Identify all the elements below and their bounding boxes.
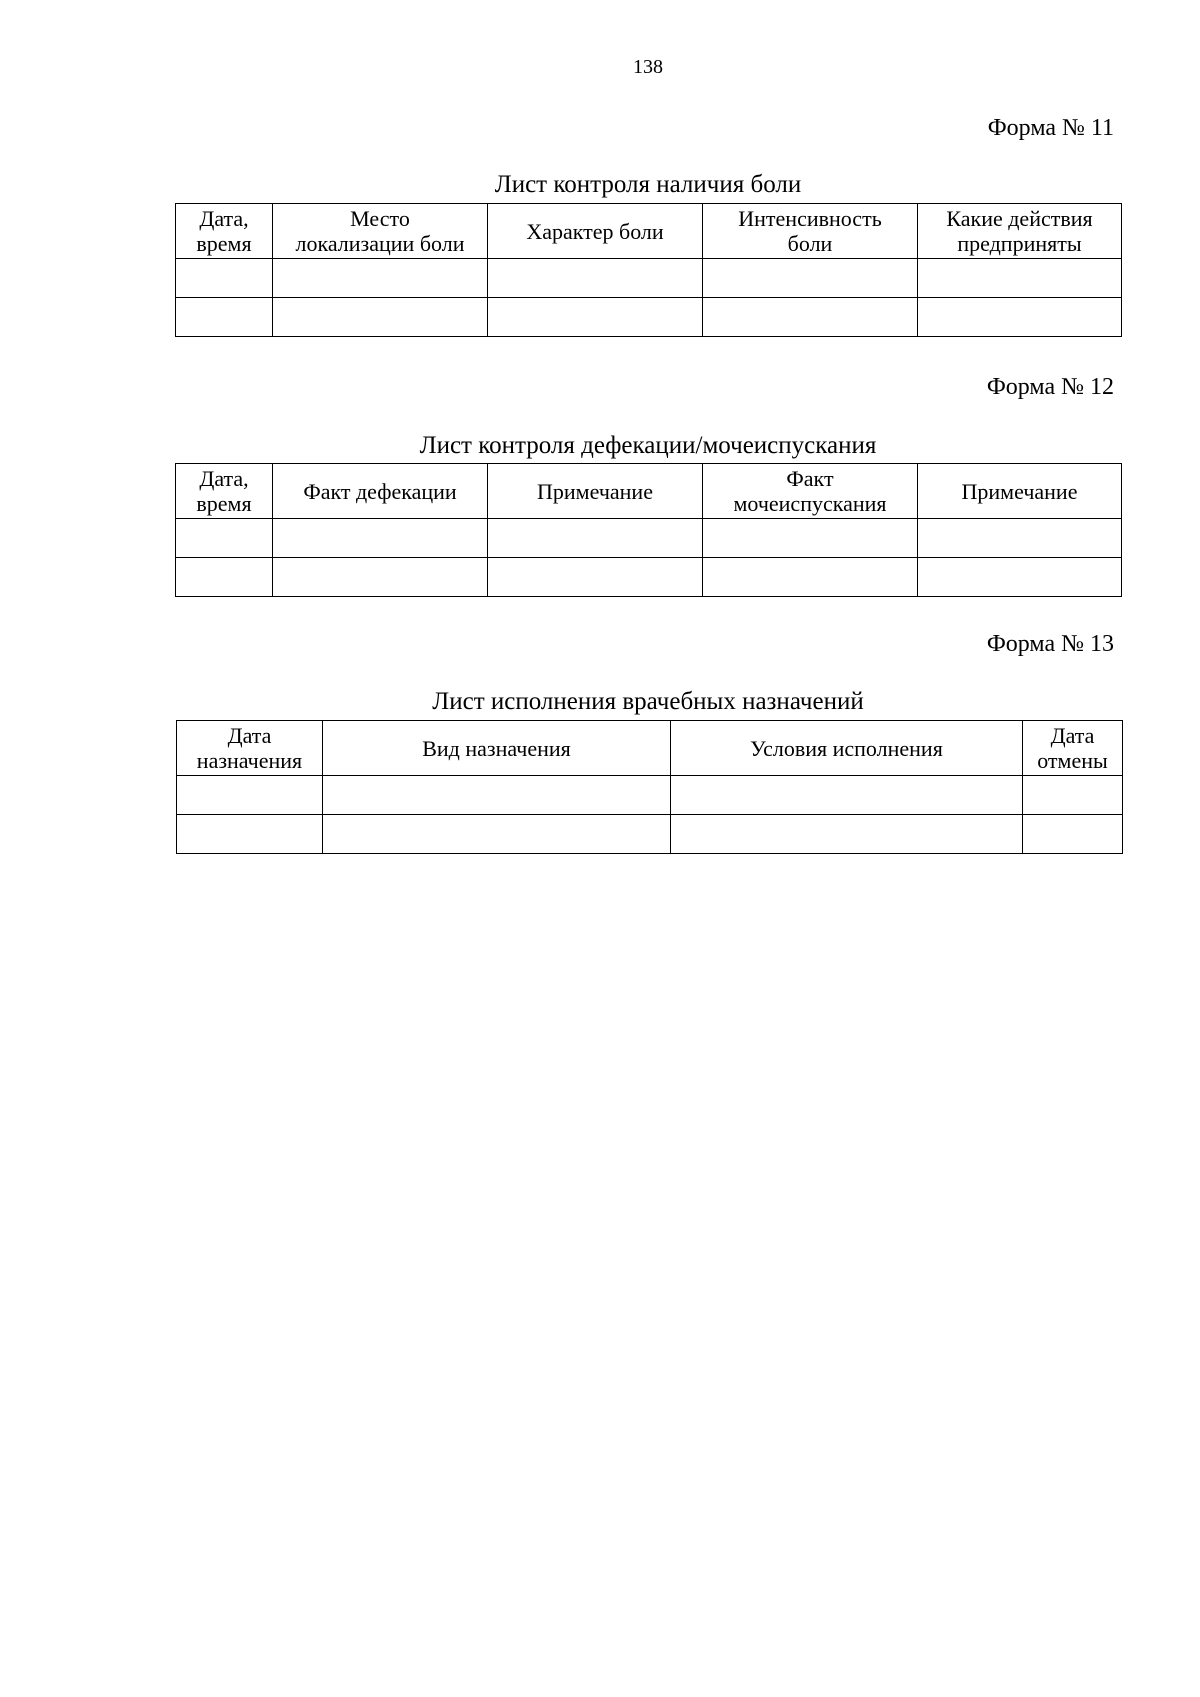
table-cell[interactable] (273, 558, 488, 597)
table-cell[interactable] (703, 298, 918, 337)
table-cell[interactable] (177, 776, 323, 815)
table-cell[interactable] (703, 259, 918, 298)
column-header: Дата, время (176, 204, 273, 259)
table-row (177, 815, 1123, 854)
pain-control-table (175, 203, 1122, 337)
table-cell[interactable] (176, 519, 273, 558)
form-title: Лист исполнения врачебных назначений (432, 688, 864, 715)
table-cell[interactable] (176, 259, 273, 298)
column-header: Вид назначения (323, 721, 671, 776)
column-header: Примечание (918, 464, 1122, 519)
table-header-row (176, 464, 1122, 519)
table-cell[interactable] (273, 519, 488, 558)
table-header-row (177, 721, 1123, 776)
table-row (177, 776, 1123, 815)
table-cell[interactable] (488, 519, 703, 558)
table-row (176, 519, 1122, 558)
table-cell[interactable] (488, 259, 703, 298)
table-cell[interactable] (488, 558, 703, 597)
column-header: Дата назначения (177, 721, 323, 776)
medical-orders-table (176, 720, 1123, 854)
column-header: Интенсивность боли (703, 204, 918, 259)
column-header: Дата, время (176, 464, 273, 519)
table-row (176, 298, 1122, 337)
table-cell[interactable] (671, 776, 1023, 815)
column-header: Факт мочеиспускания (703, 464, 918, 519)
form-title: Лист контроля наличия боли (494, 171, 802, 198)
table-cell[interactable] (176, 298, 273, 337)
defecation-urination-table (175, 463, 1122, 597)
table-cell[interactable] (703, 519, 918, 558)
form-number-label: Форма № 11 (987, 115, 1114, 141)
table-cell[interactable] (273, 259, 488, 298)
column-header: Место локализации боли (273, 204, 488, 259)
table-cell[interactable] (918, 558, 1122, 597)
table-cell[interactable] (703, 558, 918, 597)
column-header: Дата отмены (1023, 721, 1123, 776)
table-cell[interactable] (176, 558, 273, 597)
table-cell[interactable] (1023, 815, 1123, 854)
table-header-row (176, 204, 1122, 259)
table-cell[interactable] (488, 298, 703, 337)
column-header: Какие действия предприняты (918, 204, 1122, 259)
table-cell[interactable] (918, 298, 1122, 337)
table-cell[interactable] (918, 259, 1122, 298)
table-cell[interactable] (177, 815, 323, 854)
page-number: 138 (633, 56, 663, 78)
table-cell[interactable] (273, 298, 488, 337)
table-row (176, 259, 1122, 298)
column-header: Условия исполнения (671, 721, 1023, 776)
table-cell[interactable] (323, 815, 671, 854)
column-header: Характер боли (488, 204, 703, 259)
table-cell[interactable] (918, 519, 1122, 558)
table-cell[interactable] (323, 776, 671, 815)
form-title: Лист контроля дефекации/мочеиспускания (419, 432, 877, 459)
column-header: Факт дефекации (273, 464, 488, 519)
table-cell[interactable] (671, 815, 1023, 854)
form-number-label: Форма № 13 (986, 631, 1114, 657)
column-header: Примечание (488, 464, 703, 519)
table-cell[interactable] (1023, 776, 1123, 815)
form-number-label: Форма № 12 (986, 374, 1114, 400)
table-row (176, 558, 1122, 597)
